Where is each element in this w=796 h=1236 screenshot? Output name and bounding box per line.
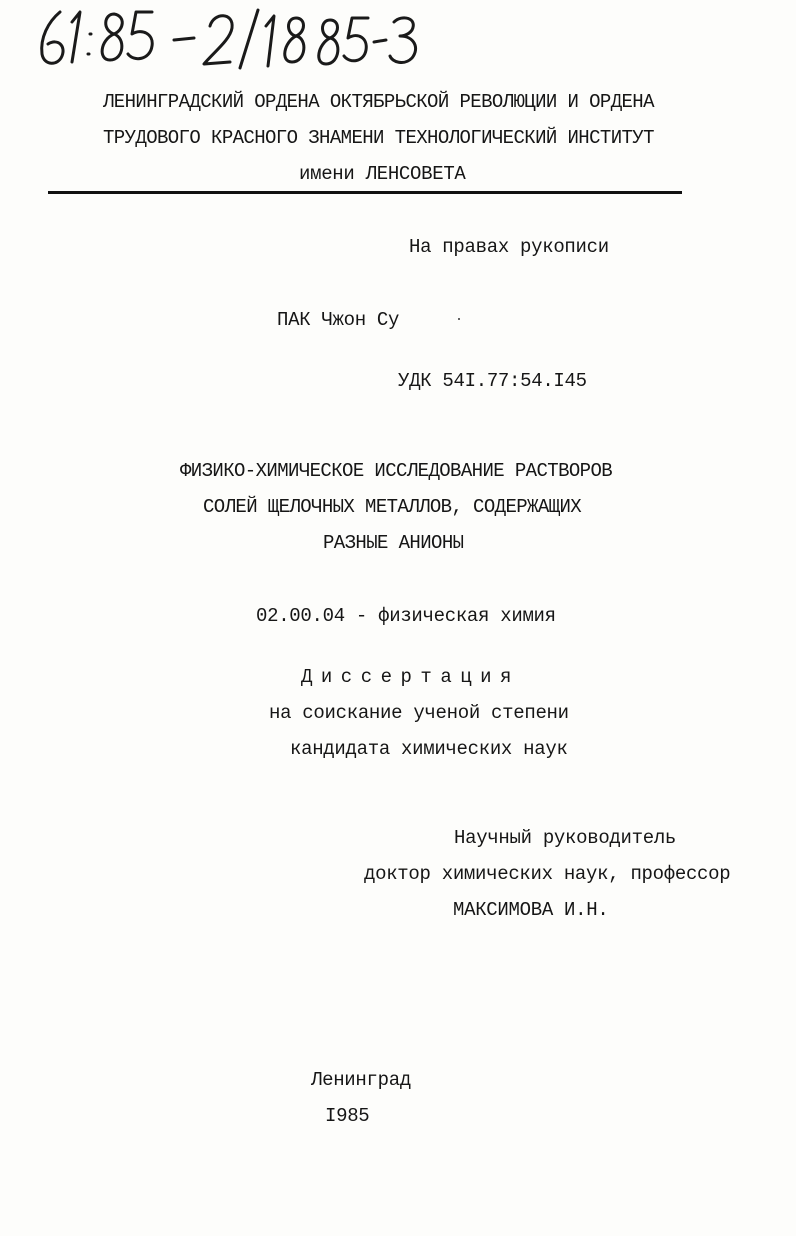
rights-note: На правах рукописи [409,236,609,258]
specialty: 02.00.04 - физическая химия [256,605,556,627]
supervisor-role: Научный руководитель [454,827,677,849]
title-line-3: РАЗНЫЕ АНИОНЫ [323,532,464,554]
author-name: ПАК Чжон Су [277,309,400,331]
dissertation-line-3: кандидата химических наук [290,738,568,760]
title-line-1: ФИЗИКО-ХИМИЧЕСКОЕ ИССЛЕДОВАНИЕ РАСТВОРОВ [180,460,613,482]
title-line-2: СОЛЕЙ ЩЕЛОЧНЫХ МЕТАЛЛОВ, СОДЕРЖАЩИХ [203,496,582,518]
institute-line-2: ТРУДОВОГО КРАСНОГО ЗНАМЕНИ ТЕХНОЛОГИЧЕСКИЙ ИНСТИТУТ [103,127,654,149]
speck [458,318,460,320]
header-rule [48,191,682,194]
supervisor-name: МАКСИМОВА И.Н. [453,899,609,921]
dissertation-line-2: на соискание ученой степени [269,702,569,724]
year: I985 [325,1105,370,1127]
institute-line-1: ЛЕНИНГРАДСКИЙ ОРДЕНА ОКТЯБРЬСКОЙ РЕВОЛЮЦИИ И ОРДЕНА [103,91,654,113]
dissertation-word: Диссертация [301,666,520,688]
city: Ленинград [311,1069,411,1091]
udc-code: УДК 54I.77:54.I45 [398,370,587,392]
handwritten-archive-mark [34,4,424,76]
institute-line-3: имени ЛЕНСОВЕТА [299,163,466,185]
supervisor-degree: доктор химических наук, профессор [364,863,731,885]
